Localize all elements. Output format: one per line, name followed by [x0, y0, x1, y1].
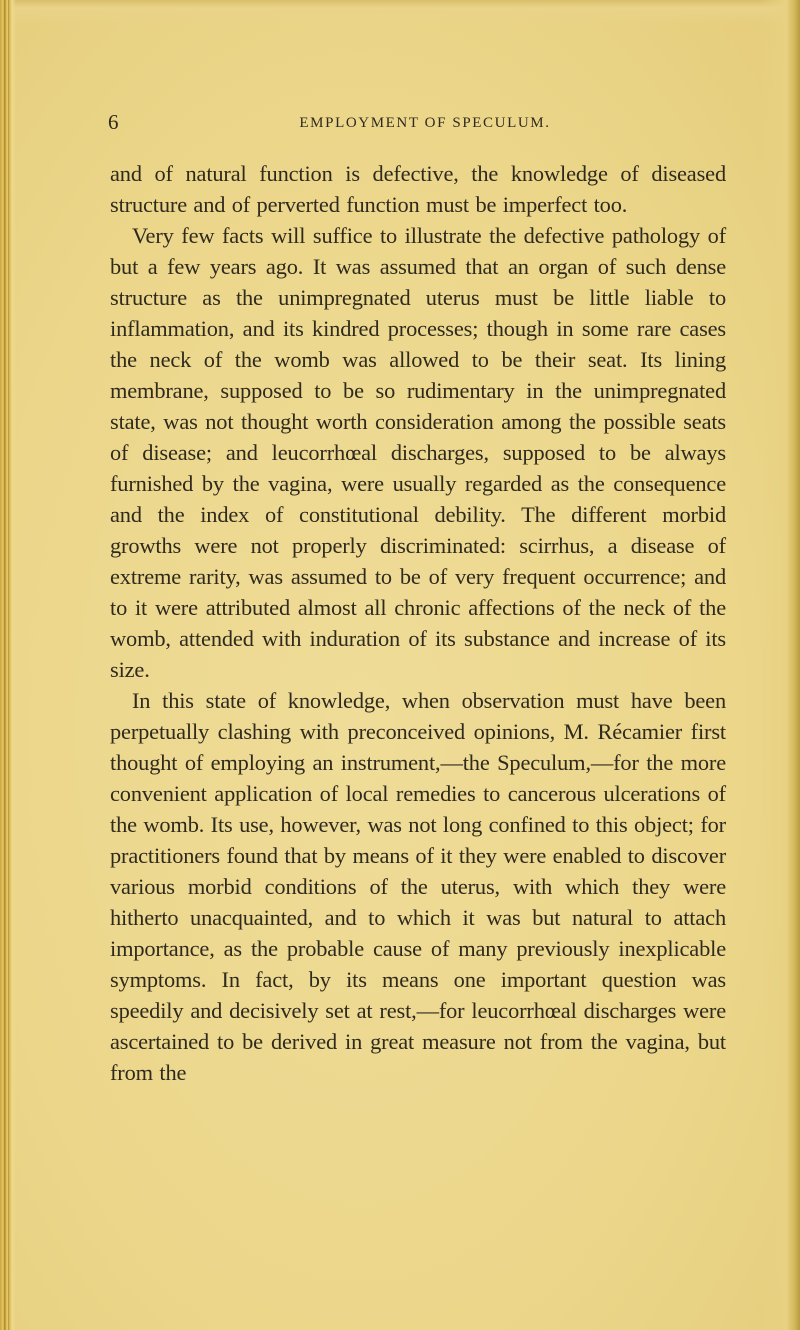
binding-edge-line: [4, 0, 5, 1330]
paragraph-continued: and of natural function is defective, the knowledge of diseased structure and of perverted function must be imperfect too.: [110, 161, 726, 217]
running-title: EMPLOYMENT OF SPECULUM.: [299, 115, 551, 131]
body-text: [110, 158, 726, 1088]
paragraph: Very few facts will suffice to illustrate the defective pathology of but a few years ago. It was assumed that an organ of such dense structure as the unimpregnated uterus must be little liable to inflammation, and its kindred processes; though in some rare cases the neck of the womb was allowed to be their seat. Its lining membrane, supposed to be so rudimentary in the unimpregnated state, was not thought worth consideration among the possible seats of disease; and leucorrhœal discharges, supposed to be always furnished by the vagina, were usually regarded as the consequence and the index of constitutional debility. The different morbid growths were not properly discriminated: scirrhus, a disease of extreme rarity, was assumed to be of very frequent occurrence; and to it were attributed almost all chronic affections of the neck of the womb, attended with induration of its substance and increase of its size.: [110, 223, 726, 682]
paragraph: In this state of knowledge, when observation must have been perpetually clashing with preconceived opinions, M. Récamier first thought of employing an instrument,—the Speculum,—for the more convenient application of local remedies to cancerous ulcerations of the womb. Its use, however, was not long confined to this object; for practitioners found that by means of it they were enabled to discover various morbid conditions of the uterus, with which they were hitherto unacquainted, and to which it was but natural to attach importance, as the probable cause of many previously inexplicable symptoms. In fact, by its means one important question was speedily and decisively set at rest,—for leucorrhœal discharges were ascertained to be derived in great measure not from the vagina, but from the: [110, 688, 726, 1085]
running-head: [108, 108, 728, 136]
page-number: 6: [108, 110, 119, 134]
binding-edge-line: [8, 0, 9, 1330]
